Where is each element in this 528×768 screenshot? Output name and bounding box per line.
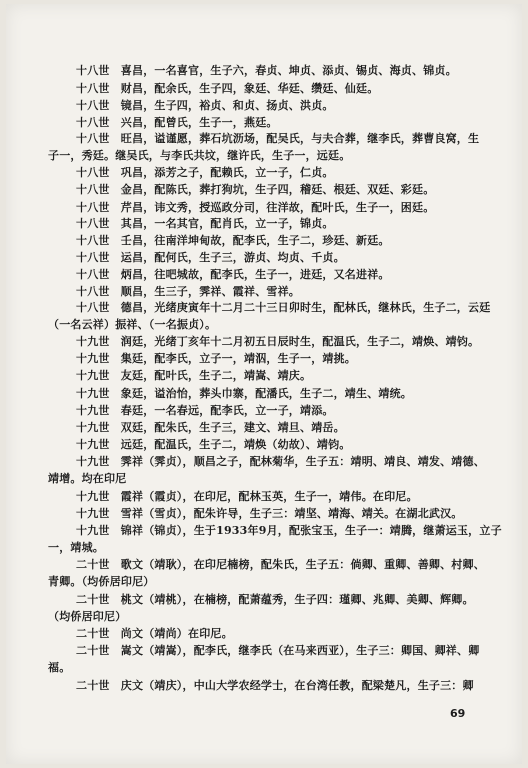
text-line: 十八世 德昌，光绪庚寅年十二月二十三日卯时生，配林氏，继林氏，生子二，云廷 (76, 301, 491, 314)
text-line: 青卿。（均侨居印尼） (48, 575, 155, 588)
text-line: 一，靖城。 (48, 541, 104, 554)
text-line: 十八世 镜昌，生子四，裕贞、和贞、扬贞、洪贞。 (76, 99, 334, 112)
text-line: 十九世 象廷，谥治怡，葬头巾寨，配潘氏，生子二，靖生、靖统。 (76, 387, 412, 400)
text-line: 十九世 霁祥（霁贞），顺昌之子，配林菊华，生子五：靖明、靖良、靖发、靖德、 (76, 455, 485, 468)
text-line: 十八世 顺昌，生三子，霁祥、霞祥、雪祥。 (76, 285, 300, 298)
text-line: 十九世 友廷，配叶氏，生子二，靖嵩、靖庆。 (76, 369, 312, 382)
text-line: 十八世 芹昌，讳文秀，授巡政分司，往洋故，配叶氏，生子一，困廷。 (76, 201, 435, 214)
text-line: 十八世 财昌，配余氏，生子四，象廷、华廷、缵廷、仙廷。 (76, 82, 379, 95)
text-line: 靖增。均在印尼 (48, 472, 127, 485)
text-line: （一名云祥）振祥、（一名振贞）。 (48, 318, 217, 331)
text-line: 二十世 歌文（靖耿），在印尼楠榜，配朱氏，生子五：倘卿、重卿、善卿、村卿、 (76, 558, 485, 571)
text-line: 十九世 雪祥（雪贞），配朱许导，生子三：靖坚、靖海、靖关。在湖北武汉。 (76, 507, 463, 520)
text-line: 二十世 嵩文（靖嵩），配李氏，继李氏（在马来西亚），生子三：卿国、卿祥、卿 (76, 644, 480, 657)
text-line: 十八世 壬昌，往南洋坤甸故，配李氏，生子二，珍廷、新廷。 (76, 234, 390, 247)
text-line: 十八世 金昌，配陈氏，葬打狗坑，生子四，稽廷、根廷、双廷、彩廷。 (76, 183, 435, 196)
text-line: 十九世 润廷，光绪丁亥年十二月初五日辰时生，配温氏，生子二，靖焕、靖钧。 (76, 335, 480, 348)
text-line: 十九世 远廷，配温氏，生子二，靖焕（幼故）、靖钧。 (76, 438, 351, 451)
text-line: 二十世 庆文（靖庆），中山大学农经学士，在台湾任教，配梁楚凡，生子三：卿 (76, 679, 474, 692)
text-line: 十八世 炳昌，往吧城故，配李氏，生子一，进廷，又名进祥。 (76, 268, 390, 281)
text-line: 十八世 运昌，配何氏，生子三，游贞、均贞、千贞。 (76, 251, 345, 264)
text-line: 十九世 集廷，配李氏，立子一，靖泅，生子一，靖挑。 (76, 352, 356, 365)
text-line: 十八世 其昌，一名其官，配肖氏，立一子，锦贞。 (76, 217, 334, 230)
text-line: 十九世 霞祥（霞贞），在印尼，配林玉英，生子一，靖伟。在印尼。 (76, 490, 418, 503)
text-line: 二十世 桃文（靖桃），在楠榜，配萧蕴秀，生子四：瑾卿、兆卿、美卿、辉卿。 (76, 593, 474, 606)
text-line: 十八世 旺昌，谥谨愿，葬石坑沥场，配吴氏，与夫合葬，继李氏，葬曹良窝，生 (76, 132, 480, 145)
text-line: 十九世 锦祥（锦贞），生于1933年9月，配张宝玉，生子一：靖腾，继萧运玉，立子 (76, 524, 502, 537)
document-page (6, 4, 522, 764)
text-line: 子一，秀廷。继吴氏，与李氏共坟，继许氏，生子一，远廷。 (48, 149, 351, 162)
genealogy-text-body (6, 4, 522, 764)
text-line: 二十世 尚文（靖尚）在印尼。 (76, 627, 233, 640)
text-line: 十八世 兴昌，配曾氏，生子一，燕廷。 (76, 116, 278, 129)
text-line: 十九世 春廷，一名春远，配李氏，立一子，靖添。 (76, 404, 334, 417)
text-line: 十八世 喜昌，一名喜官，生子六，春贞、坤贞、添贞、锡贞、海贞、锦贞。 (76, 64, 457, 77)
text-line: 十九世 双廷，配朱氏，生子三，建文、靖旦、靖岳。 (76, 421, 345, 434)
page-number: 69 (450, 707, 466, 720)
text-line: 福。 (48, 661, 71, 674)
text-line: 十八世 巩昌，添芳之子，配赖氏，立一子，仁贞。 (76, 166, 334, 179)
text-line: （均侨居印尼） (48, 610, 127, 623)
